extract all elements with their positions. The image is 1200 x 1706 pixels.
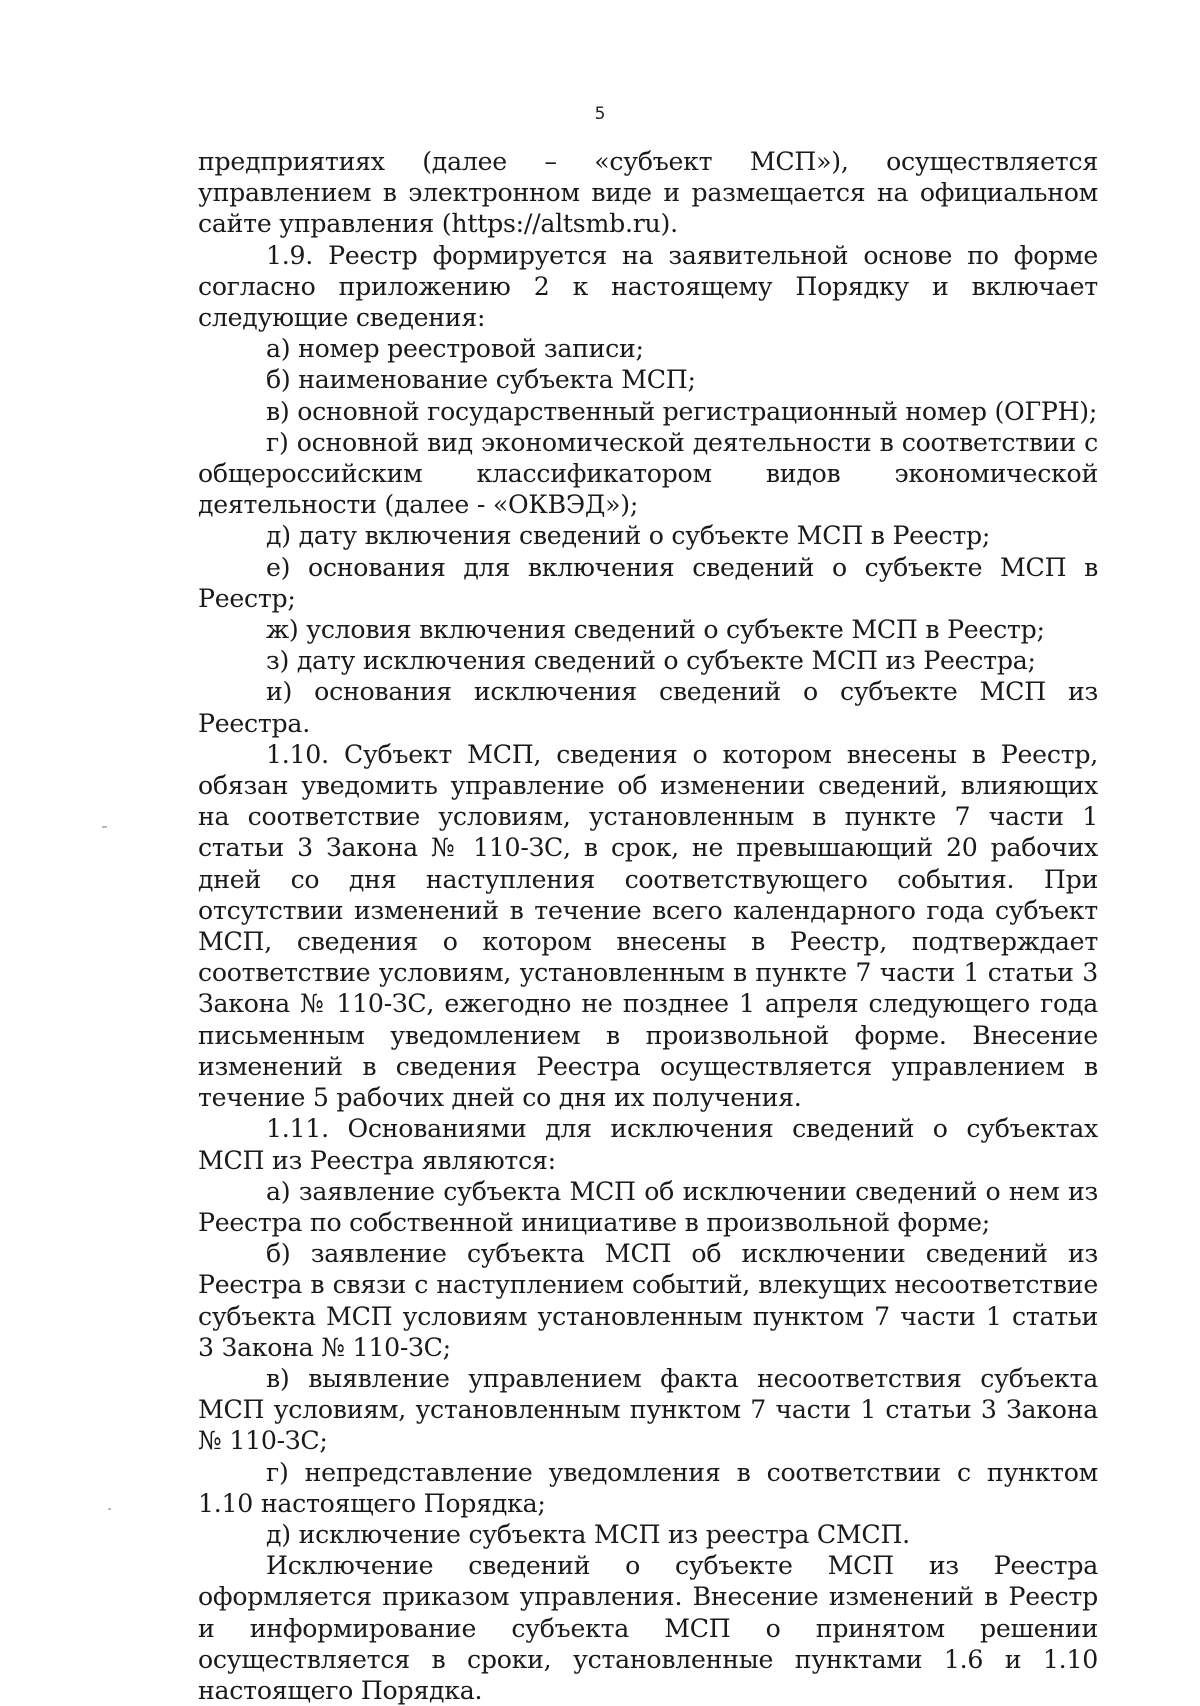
list-item-v: в) основной государственный регистрационный номер (ОГРН);	[266, 396, 1098, 426]
paragraph-1-10: 1.10. Субъект МСП, сведения о котором внесены в Реестр, обязан уведомить управление об изменении сведений, влияющих на соответствие условиям, установленным в пункте 7 части 1 статьи 3 Закона № 110-ЗС, в срок, не превышающий 20 рабочих дней со дня наступления соответствующего события. При отсутствии изменений в течение всего календарного года субъект МСП, сведения о котором внесены в Реестр, подтверждает соответствие условиям, установленным в пункте 7 части 1 статьи 3 Закона № 110-ЗС, ежегодно не позднее 1 апреля следующего года письменным уведомлением в произвольной форме. Внесение изменений в сведения Реестра осуществляется управлением в течение 5 рабочих дней со дня их получения.	[198, 739, 1098, 1113]
document-body	[198, 146, 1098, 1706]
paragraph: предприятиях (далее – «субъект МСП»), осуществляется управлением в электронном виде и размещается на официальном сайте управления (https://altsmb.ru).	[198, 147, 1098, 239]
list-item-i: и) основания исключения сведений о субъекте МСП из Реестра.	[198, 677, 1098, 738]
paragraph-1-9: 1.9. Реестр формируется на заявительной основе по форме согласно приложению 2 к настоящему Порядку и включает следующие сведения:	[198, 240, 1098, 333]
list-item-g: г) основной вид экономической деятельности в соответствии с общероссийским классификатором видов экономической деятельности (далее - «ОКВЭД»);	[198, 427, 1098, 520]
page-number: 5	[594, 104, 606, 124]
list-item-b: б) наименование субъекта МСП;	[266, 365, 696, 395]
list-item-z: з) дату исключения сведений о субъекте МСП из Реестра;	[266, 646, 1036, 676]
scan-speck	[102, 826, 107, 828]
list-item-e: е) основания для включения сведений о субъекте МСП в Реестр;	[198, 552, 1098, 613]
list-item-a: а) номер реестровой записи;	[266, 334, 644, 364]
list-item-d: д) дату включения сведений о субъекте МСП в Реестр;	[266, 521, 991, 551]
list-item-zh: ж) условия включения сведений о субъекте МСП в Реестр;	[266, 615, 1045, 645]
list-item-v: в) выявление управлением факта несоответствия субъекта МСП условиям, установленным пунктом 7 части 1 статьи 3 Закона № 110-ЗС;	[198, 1363, 1098, 1456]
list-item-a: а) заявление субъекта МСП об исключении сведений о нем из Реестра по собственной инициативе в произвольной форме;	[198, 1176, 1098, 1237]
list-item-g: г) непредставление уведомления в соответствии с пунктом 1.10 настоящего Порядка;	[198, 1457, 1098, 1518]
scan-speck	[108, 1508, 111, 1510]
closing-paragraph: Исключение сведений о субъекте МСП из Реестра оформляется приказом управления. Внесение изменений в Реестр и информирование субъекта МСП о принятом решении осуществляется в сроки, установленные пунктами 1.6 и 1.10 настоящего Порядка.	[198, 1551, 1098, 1705]
list-item-b: б) заявление субъекта МСП об исключении сведений из Реестра в связи с наступлением событий, влекущих несоответствие субъекта МСП условиям установленным пунктом 7 части 1 статьи 3 Закона № 110-ЗС;	[198, 1239, 1098, 1362]
paragraph-1-11: 1.11. Основаниями для исключения сведений о субъектах МСП из Реестра являются:	[198, 1114, 1098, 1175]
list-item-d: д) исключение субъекта МСП из реестра СМСП.	[266, 1519, 910, 1549]
